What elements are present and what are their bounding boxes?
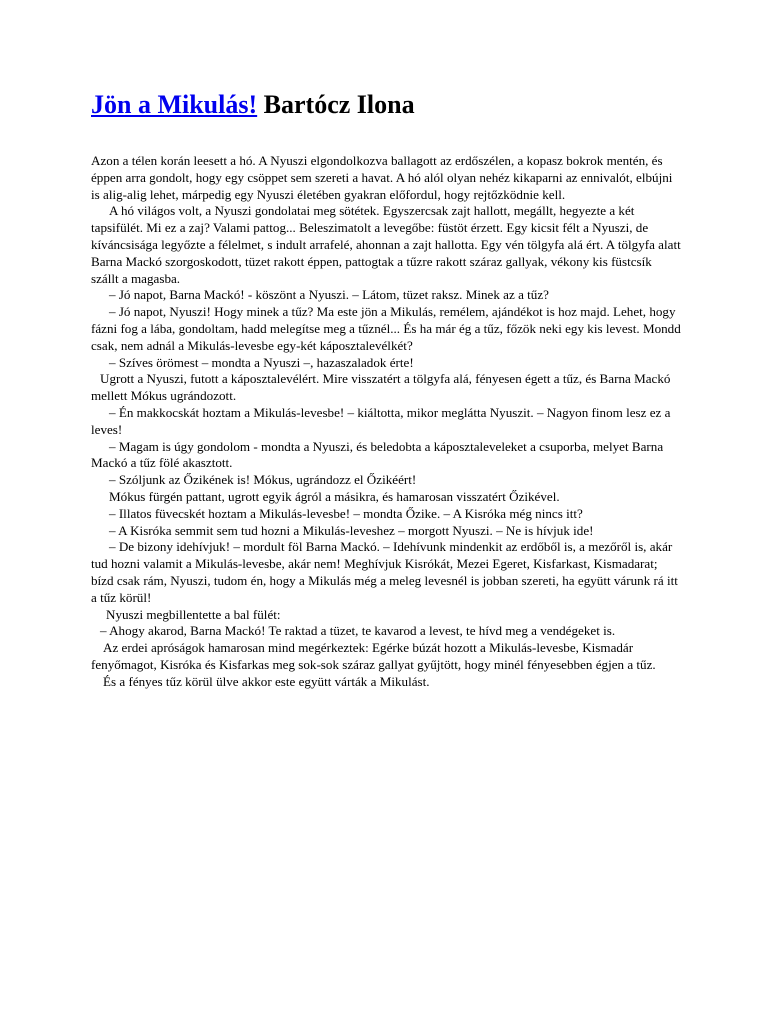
paragraph-4: – Jó napot, Nyuszi! Hogy minek a tűz? Ma este jön a Mikulás, remélem, ajándékot is hoz majd. Lehet, hogy fázni fog a lába, gondoltam, hadd melegítse meg a tűznél... És ha már ég a tűz, főzök neki egy kis levest. Mondd csak, nem adnál a Mikulás-levesbe egy-két káposztalevélkét? — [91, 304, 681, 353]
paragraph-5: – Szíves örömest – mondta a Nyuszi –, hazaszaladok érte! — [109, 354, 414, 370]
paragraph-11: – Illatos füvecskét hoztam a Mikulás-levesbe! – mondta Őzike. – A Kisróka még nincs itt? — [109, 505, 583, 521]
title-link[interactable]: Jön a Mikulás! — [91, 90, 258, 119]
document-page — [91, 86, 681, 691]
paragraph-7: – Én makkocskát hoztam a Mikulás-levesbe! – kiáltotta, mikor meglátta Nyuszit. – Nagyon finom lesz ez a leves! — [91, 404, 671, 437]
author-name: Bartócz Ilona — [257, 90, 415, 119]
paragraph-15: – Ahogy akarod, Barna Mackó! Te raktad a tüzet, te kavarod a levest, te hívd meg a vendégeket is. — [100, 623, 616, 639]
paragraph-16: Az erdei apróságok hamarosan mind megérkeztek: Egérke búzát hozott a Mikulás-levesbe, Kismadár fenyőmagot, Kisróka és Kisfarkas meg sok-sok száraz gallyat gyűjtött, hogy minél fényesebben égjen a tűz. — [91, 640, 656, 672]
story-body — [91, 153, 681, 691]
paragraph-9: – Szóljunk az Őzikének is! Mókus, ugrándozz el Őzikéért! — [109, 472, 417, 488]
paragraph-10: Mókus fürgén pattant, ugrott egyik ágról a másikra, és hamarosan visszatért Őzikével. — [109, 488, 560, 504]
paragraph-2: A hó világos volt, a Nyuszi gondolatai meg sötétek. Egyszercsak zajt hallott, megállt, hegyezte a két tapsifülét. Mi ez a zaj? Valami pattog... Beleszimatolt a levegőbe: füstöt érzett. Egy kicsit félt a Nyuszi, de kíváncsisága legyőzte a félelmet, s indult arrafelé, ahonnan a zajt hallotta. Egy vén tölgyfa alá ért. A tölgyfa alatt Barna Mackó szorgoskodott, tüzet rakott éppen, pattogtak a tűzre rakott száraz gallyak, vékony kis füstcsík szállt a magasba. — [91, 203, 681, 286]
paragraph-1: Azon a télen korán leesett a hó. A Nyuszi elgondolkozva ballagott az erdőszélen, a kopasz bokrok mentén, és éppen arra gondolt, hogy egy csöppet sem szereti a havat. A hó alól olyan nehéz kikaparni az ennivalót, elbújni is alig-alig lehet, márpedig egy Nyuszi életében gyakran előfordul, hogy rejtőzködnie kell. — [91, 153, 673, 202]
paragraph-8: – Magam is úgy gondolom - mondta a Nyuszi, és beledobta a káposztaleveleket a csuporba, melyet Barna Mackó a tűz fölé akasztott. — [91, 438, 664, 471]
paragraph-3: – Jó napot, Barna Mackó! - köszönt a Nyuszi. – Látom, tüzet raksz. Minek az a tűz? — [109, 287, 549, 303]
paragraph-17: És a fényes tűz körül ülve akkor este együtt várták a Mikulást. — [103, 673, 430, 689]
paragraph-6: Ugrott a Nyuszi, futott a káposztalevélért. Mire visszatért a tölgyfa alá, fényesen égett a tűz, és Barna Mackó mellett Mókus ugrándozott. — [91, 371, 671, 404]
paragraph-13: – De bizony idehívjuk! – mordult föl Barna Mackó. – Idehívunk mindenkit az erdőből is, a mezőről is, akár tud hozni valamit a Mikulás-levesbe, akár nem! Meghívjuk Kisrókát, Mezei Egeret, Kisfarkast, Kismadarat; bízd csak rám, Nyuszi, tudom én, hogy a Mikulás még a meleg levesnél is jobban szereti, ha együtt várunk rá itt a tűz körül! — [91, 539, 678, 605]
paragraph-14: Nyuszi megbillentette a bal fülét: — [106, 606, 281, 622]
paragraph-12: – A Kisróka semmit sem tud hozni a Mikulás-leveshez – morgott Nyuszi. – Ne is hívjuk ide! — [109, 522, 594, 538]
document-title — [91, 86, 681, 124]
